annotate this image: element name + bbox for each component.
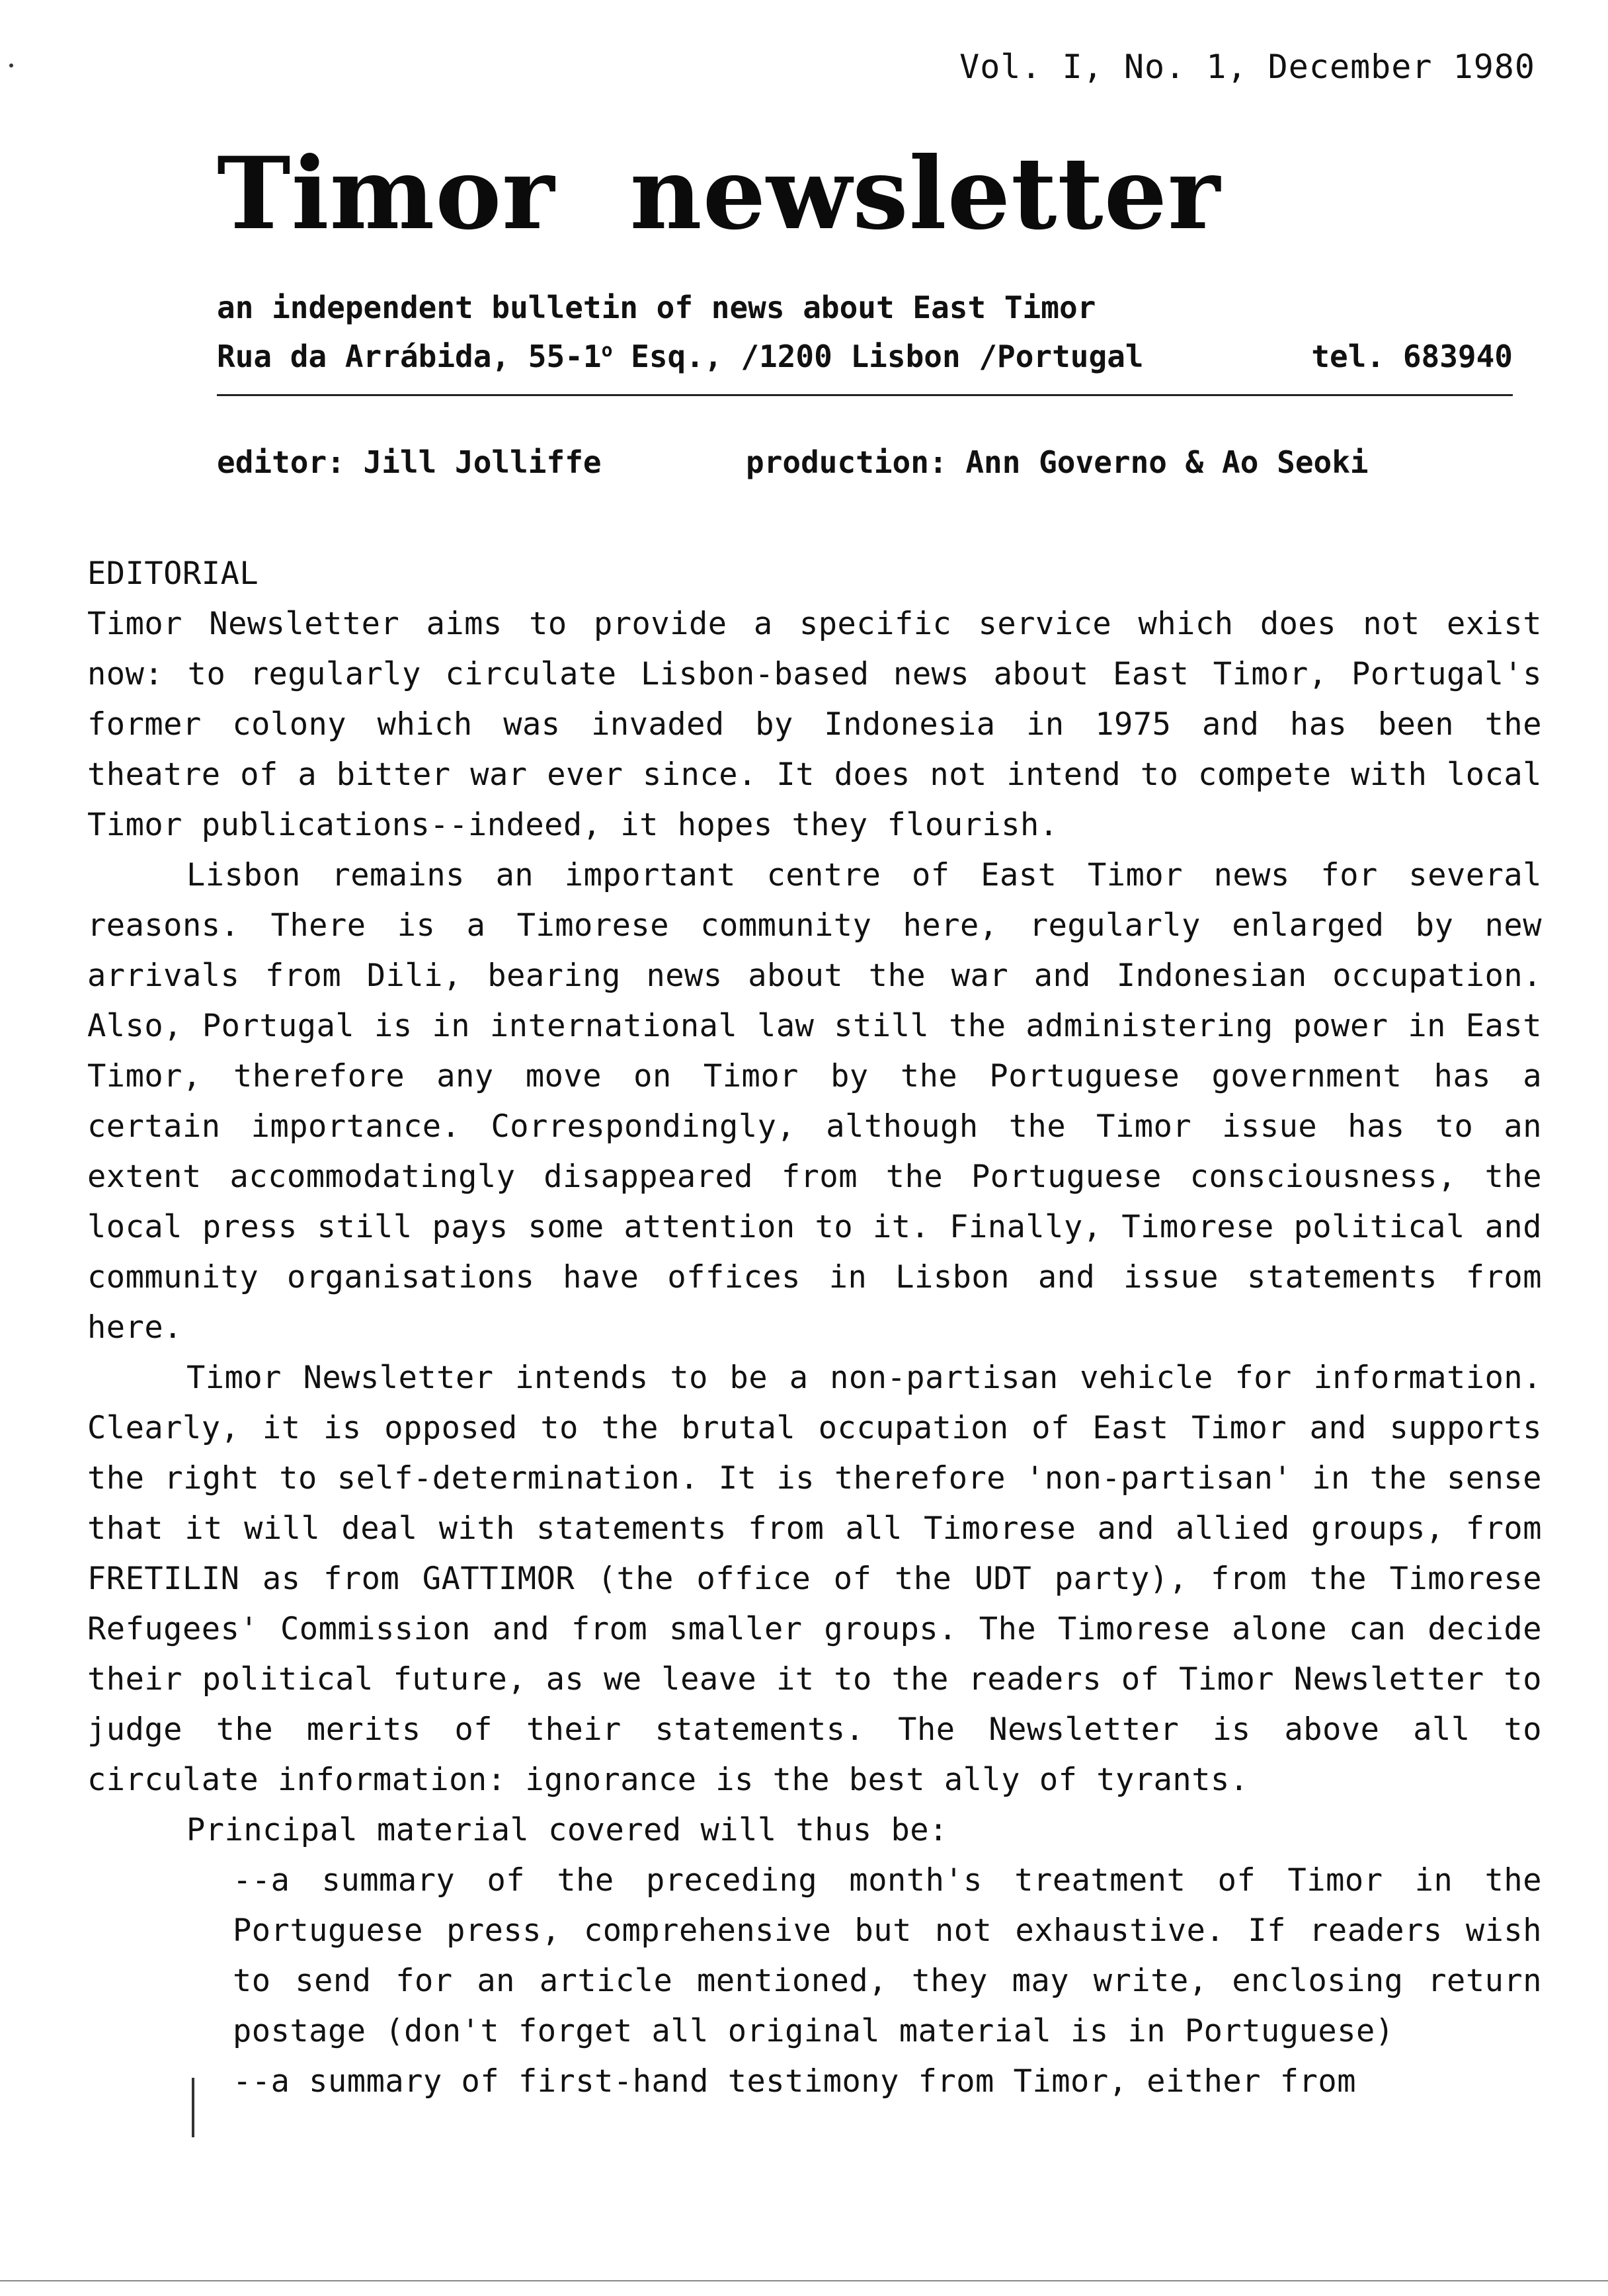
- editorial-paragraph: Lisbon remains an important centre of East Timor news for several reasons. There is a Timorese community here, regularly enlarged by new arrivals from Dili, bearing news about the war and Indonesian occupation. Also, Portugal is in international law still the administering power in East Timor, therefore any move on Timor by the Portuguese government has a certain importance. Correspondingly, although the Timor issue has to an extent accommodatingly disappeared from the Portuguese consciousness, the local press still pays some attention to it. Finally, Timorese political and community organisations have offices in Lisbon and issue statements from here.: [87, 857, 1542, 1346]
- editorial-section: [87, 549, 1542, 2107]
- address-city: Esq., /1200 Lisbon /Portugal: [612, 339, 1144, 374]
- production-credit: production: Ann Governo & Ao Seoki: [746, 444, 1369, 480]
- scan-bottom-edge: [0, 2280, 1608, 2281]
- address-floor-superscript: o: [601, 339, 613, 361]
- credits-line: [217, 444, 1369, 480]
- telephone-number: tel. 683940: [1311, 339, 1513, 374]
- material-list-item: --a summary of first-hand testimony from Timor, either from: [233, 2063, 1356, 2100]
- issue-date-line: Vol. I, No. 1, December 1980: [959, 48, 1535, 86]
- scan-speck: [9, 63, 13, 67]
- newsletter-subtitle: an independent bulletin of news about East Timor: [217, 290, 1096, 325]
- editorial-paragraph: Timor Newsletter intends to be a non-partisan vehicle for information. Clearly, it is opposed to the brutal occupation of East Timor and supports the right to self-determination. It is therefore 'non-partisan' in the sense that it will deal with statements from all Timorese and allied groups, from FRETILIN as from GATTIMOR (the office of the UDT party), from the Timorese Refugees' Commission and from smaller groups. The Timorese alone can decide their political future, as we leave it to the readers of Timor Newsletter to judge the merits of their statements. The Newsletter is above all to circulate information: ignorance is the best ally of tyrants.: [87, 1360, 1542, 1798]
- address-street: Rua da Arrábida, 55-1: [217, 339, 602, 374]
- newsletter-title: Timor newsletter: [217, 136, 1221, 252]
- editorial-paragraph: Timor Newsletter aims to provide a specific service which does not exist now: to regularly circulate Lisbon-based news about East Timor, Portugal's former colony which was invaded by Indonesia in 1975 and has been the theatre of a bitter war ever since. It does not intend to compete with local Timor publications--indeed, it hopes they flourish.: [87, 606, 1542, 843]
- header-divider: [217, 394, 1513, 396]
- material-list-item: --a summary of the preceding month's treatment of Timor in the Portuguese press, comprehensive but not exhaustive. If readers wish to send for an article mentioned, they may write, enclosing return postage (don't forget all original material is in Portuguese): [233, 1862, 1542, 2049]
- margin-bracket-mark: [192, 2078, 194, 2137]
- editorial-heading: EDITORIAL: [87, 555, 259, 592]
- contact-address: [217, 339, 1513, 374]
- material-list-intro: Principal material covered will thus be:: [186, 1812, 948, 1848]
- editor-credit: editor: Jill Jolliffe: [217, 444, 602, 480]
